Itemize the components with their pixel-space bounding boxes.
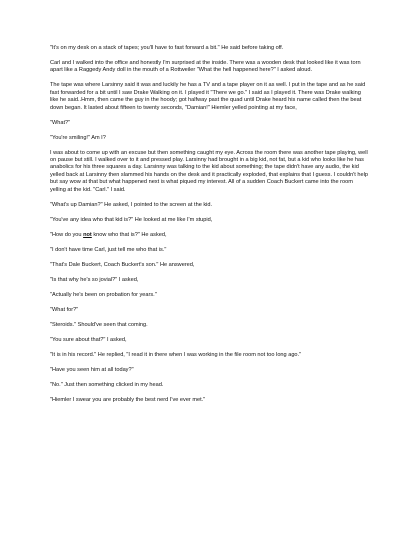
paragraph: "What?" [50, 119, 71, 126]
paragraph-emphasis [50, 232, 370, 239]
paragraph: "Have you seen him at all today?" [50, 366, 134, 373]
paragraph: "What for?" [50, 306, 79, 313]
text-after: know who that is?" He asked, [91, 231, 167, 238]
paragraph: "It's on my desk on a stack of tapes; you'll have to fast forward a bit." He said before taking off. [50, 45, 284, 51]
emphasized-word: not [83, 231, 92, 238]
paragraph: "You've any idea who that kid is?" He looked at me like I'm stupid, [50, 216, 213, 223]
paragraph: "Is that why he's so jovial?" I asked, [50, 276, 139, 283]
paragraph: "You sure about that?" I asked, [50, 336, 127, 343]
paragraph: "No." Just then something clicked in my head. [50, 381, 164, 388]
paragraph: The tape was where Larsinny said it was and luckily he has a TV and a tape player on it as well. I put in the tape and as he said fast forwarded for a bit until I saw Drake Walking on it. I played it "There we go." I said as I played it. There was Drake walking like he said..Hmm, then came the guy in the hoody; got halfway past the quad until Drake heard his name called then the beat down began. It lasted about fifteen to twenty seconds, "Damian!" Hiemler yelled pointing at my face, [50, 82, 366, 111]
paragraph: "That's Dale Buckert, Coach Buckert's son." He answered, [50, 261, 195, 268]
paragraph: "What's up Damian?" He asked, I pointed to the screen at the kid. [50, 201, 213, 208]
document-body [50, 45, 370, 412]
text-before: "How do you [50, 231, 84, 238]
paragraph: "Hiemler I swear you are probably the best nerd I've ever met." [50, 396, 206, 403]
paragraph: "It is in his record." He replied, "I read it in there when I was working in the file room not too long ago." [50, 351, 302, 358]
paragraph: "Actually he's been on probation for years." [50, 291, 157, 298]
paragraph: "Steroids." Should've seen that coming. [50, 321, 148, 328]
paragraph: "I don't have time Carl, just tell me who that is." [50, 246, 167, 253]
paragraph: I was about to come up with an excuse but then something caught my eye. Across the room there was another tape playing, well on pause but still. I walked over to it and pressed play. Larsinny had brought in a big kid, not fat, but a kid who looks like he has anabolics for his three squares a day. Larsinny was talking to the kid about something; the tape didn't have any audio, the kid yelled back at Larsinny then slammed his hands on the desk and it practically exploded, that explains that I guess. I couldn't help but say wow at that but what happened next is what piqued my interest. All of a sudden Coach Buckert came into the room yelling at the kid. "Carl." I said. [50, 149, 368, 193]
paragraph: "You're smiling!" Am I? [50, 134, 106, 141]
paragraph: Carl and I walked into the office and honestly I'm surprised at the inside. There was a wooden desk that looked like it was torn apart like a Raggedy Andy doll in the mouth of a Rottweiler "What the hell happened here?" I asked aloud. [50, 60, 361, 74]
